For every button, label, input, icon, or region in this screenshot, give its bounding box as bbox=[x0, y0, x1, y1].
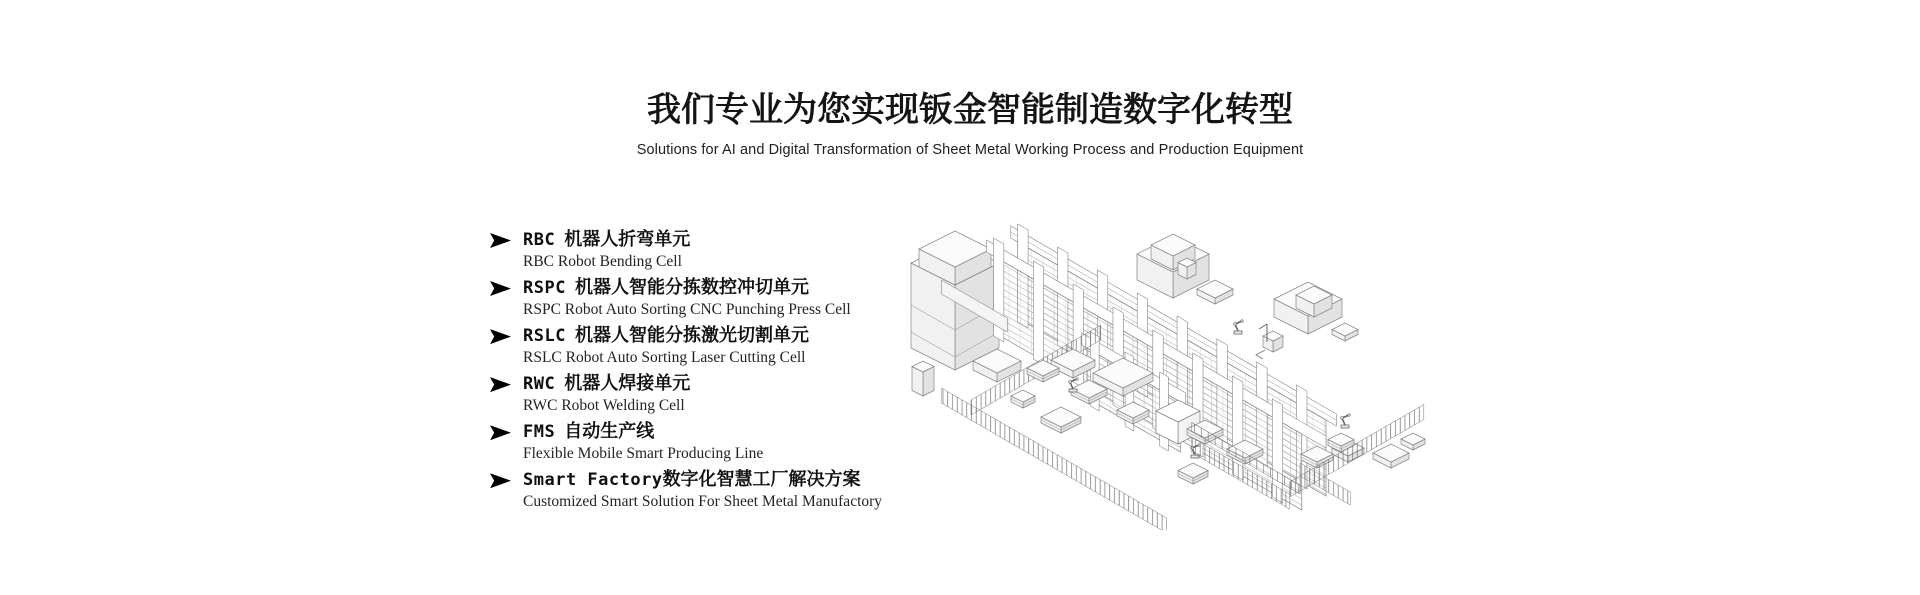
arrow-bullet-icon bbox=[490, 329, 511, 344]
product-item-rbc[interactable] bbox=[490, 229, 882, 271]
product-list bbox=[490, 229, 882, 517]
factory-line-illustration bbox=[893, 200, 1438, 530]
product-name-zh: 数字化智慧工厂解决方案 bbox=[662, 469, 861, 490]
arrow-bullet-icon bbox=[490, 377, 511, 392]
product-item-rwc[interactable] bbox=[490, 373, 882, 415]
product-item-rslc[interactable] bbox=[490, 325, 882, 367]
product-name-zh: 机器人焊接单元 bbox=[564, 373, 691, 394]
arrow-bullet-icon bbox=[490, 281, 511, 296]
product-item-rspc[interactable] bbox=[490, 277, 882, 319]
product-name-en: RWC Robot Welding Cell bbox=[523, 397, 685, 415]
product-name-en: RSPC Robot Auto Sorting CNC Punching Press Cell bbox=[523, 301, 851, 319]
product-name-zh: 机器人智能分拣数控冲切单元 bbox=[574, 277, 809, 298]
product-code: RWC bbox=[523, 374, 556, 395]
product-code: RSLC bbox=[523, 326, 566, 347]
product-item-smart-factory[interactable] bbox=[490, 469, 882, 511]
arrow-bullet-icon bbox=[490, 425, 511, 440]
product-name-zh: 自动生产线 bbox=[564, 421, 655, 442]
product-code: FMS bbox=[523, 422, 556, 443]
product-code: Smart Factory bbox=[523, 470, 663, 491]
page-subtitle: Solutions for AI and Digital Transformation of Sheet Metal Working Process and Production Equipment bbox=[636, 142, 1304, 158]
arrow-bullet-icon bbox=[490, 233, 511, 248]
product-code: RSPC bbox=[523, 278, 566, 299]
product-item-fms[interactable] bbox=[490, 421, 882, 463]
product-code: RBC bbox=[523, 230, 556, 250]
product-name-zh: 机器人智能分拣激光切割单元 bbox=[574, 325, 809, 346]
arrow-bullet-icon bbox=[490, 473, 511, 488]
product-name-en: RBC Robot Bending Cell bbox=[523, 253, 682, 271]
product-name-zh: 机器人折弯单元 bbox=[564, 229, 691, 249]
hero-header bbox=[20, 82, 1920, 158]
product-name-en: RSLC Robot Auto Sorting Laser Cutting Cell bbox=[523, 349, 806, 367]
page-title: 我们专业为您实现钣金智能制造数字化转型 bbox=[647, 91, 1293, 129]
product-name-en: Flexible Mobile Smart Producing Line bbox=[523, 445, 764, 463]
product-name-en: Customized Smart Solution For Sheet Metal Manufactory bbox=[523, 493, 883, 511]
